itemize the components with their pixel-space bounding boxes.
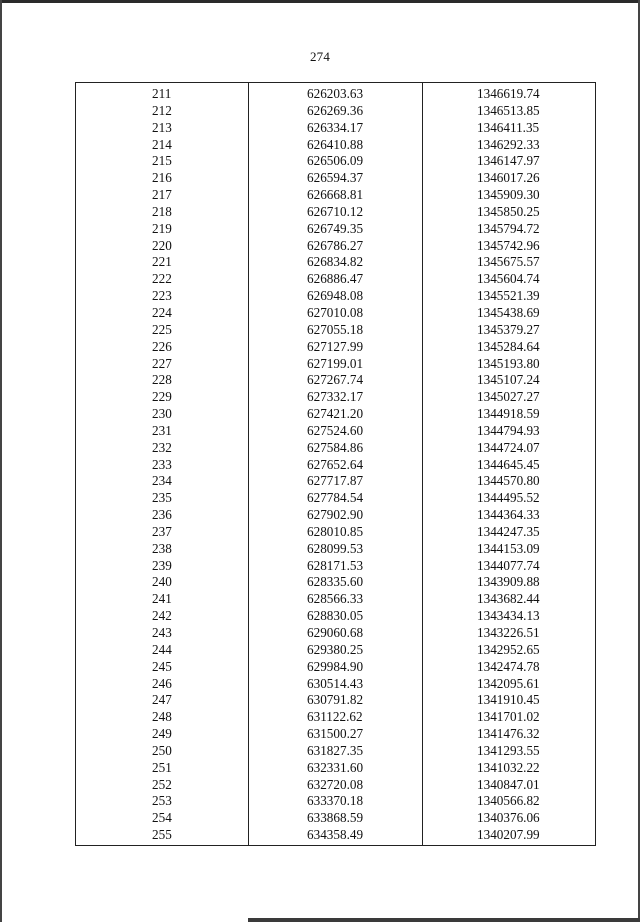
y-coordinate-cell: 1342474.78 bbox=[477, 658, 540, 674]
x-coordinate-cell: 627127.99 bbox=[307, 338, 364, 354]
point-number-cell: 234 bbox=[152, 473, 172, 489]
y-coordinate-cell: 1345379.27 bbox=[477, 321, 540, 337]
y-coordinate-cell: 1341701.02 bbox=[477, 709, 540, 725]
y-coordinate-cell: 1345438.69 bbox=[477, 304, 540, 320]
y-coordinate-cell: 1346017.26 bbox=[477, 170, 540, 186]
x-coordinate-cell: 632720.08 bbox=[307, 776, 364, 792]
x-coordinate-cell: 627524.60 bbox=[307, 422, 364, 438]
point-number-cell: 228 bbox=[152, 372, 172, 388]
x-coordinate-cell: 627010.08 bbox=[307, 304, 364, 320]
point-number-cell: 221 bbox=[152, 254, 172, 270]
x-coordinate-cell: 628010.85 bbox=[307, 523, 364, 539]
point-number-cell: 240 bbox=[152, 574, 172, 590]
x-coordinate-cell: 628171.53 bbox=[307, 557, 364, 573]
point-number-cell: 215 bbox=[152, 153, 172, 169]
x-coordinate-cell: 627332.17 bbox=[307, 389, 364, 405]
y-coordinate-cell: 1345909.30 bbox=[477, 187, 540, 203]
point-number-cell: 214 bbox=[152, 136, 172, 152]
y-coordinate-cell: 1344918.59 bbox=[477, 406, 540, 422]
point-number-column bbox=[76, 83, 249, 845]
x-coordinate-cell: 627584.86 bbox=[307, 439, 364, 455]
y-coordinate-cell: 1344645.45 bbox=[477, 456, 540, 472]
point-number-cell: 216 bbox=[152, 170, 172, 186]
x-coordinate-cell: 634358.49 bbox=[307, 827, 364, 843]
point-number-cell: 233 bbox=[152, 456, 172, 472]
point-number-cell: 227 bbox=[152, 355, 172, 371]
y-coordinate-cell: 1340207.99 bbox=[477, 827, 540, 843]
coordinate-table bbox=[75, 82, 596, 846]
y-coordinate-cell: 1344570.80 bbox=[477, 473, 540, 489]
y-coordinate-cell: 1345604.74 bbox=[477, 271, 540, 287]
x-coordinate-cell: 632331.60 bbox=[307, 759, 364, 775]
point-number-cell: 226 bbox=[152, 338, 172, 354]
x-coordinate-cell: 626269.36 bbox=[307, 102, 364, 118]
y-coordinate-cell: 1344247.35 bbox=[477, 523, 540, 539]
y-coordinate-cell: 1343682.44 bbox=[477, 591, 540, 607]
x-coordinate-cell: 626334.17 bbox=[307, 119, 364, 135]
point-number-cell: 232 bbox=[152, 439, 172, 455]
y-coordinate-cell: 1342095.61 bbox=[477, 675, 540, 691]
y-coordinate-cell: 1340566.82 bbox=[477, 793, 540, 809]
y-coordinate-cell: 1344495.52 bbox=[477, 490, 540, 506]
x-coordinate-cell: 626506.09 bbox=[307, 153, 364, 169]
x-coordinate-cell: 627199.01 bbox=[307, 355, 364, 371]
point-number-cell: 229 bbox=[152, 389, 172, 405]
scan-border-left bbox=[0, 0, 2, 922]
point-number-cell: 252 bbox=[152, 776, 172, 792]
point-number-cell: 239 bbox=[152, 557, 172, 573]
point-number-cell: 212 bbox=[152, 102, 172, 118]
x-coordinate-cell: 628099.53 bbox=[307, 540, 364, 556]
x-coordinate-cell: 631827.35 bbox=[307, 742, 364, 758]
x-coordinate-cell: 626886.47 bbox=[307, 271, 364, 287]
point-number-cell: 213 bbox=[152, 119, 172, 135]
x-coordinate-cell: 626948.08 bbox=[307, 288, 364, 304]
x-coordinate-cell: 626749.35 bbox=[307, 220, 364, 236]
y-coordinate-cell: 1345850.25 bbox=[477, 203, 540, 219]
y-coordinate-cell: 1344153.09 bbox=[477, 540, 540, 556]
point-number-cell: 244 bbox=[152, 641, 172, 657]
x-coordinate-cell: 627267.74 bbox=[307, 372, 364, 388]
y-coordinate-cell: 1344794.93 bbox=[477, 422, 540, 438]
point-number-cell: 217 bbox=[152, 187, 172, 203]
x-coordinate-cell: 631122.62 bbox=[307, 709, 363, 725]
x-coordinate-cell: 630791.82 bbox=[307, 692, 364, 708]
scan-border-bottom-mark bbox=[248, 918, 640, 922]
x-coordinate-cell: 626594.37 bbox=[307, 170, 364, 186]
point-number-cell: 237 bbox=[152, 523, 172, 539]
y-coordinate-cell: 1345742.96 bbox=[477, 237, 540, 253]
point-number-cell: 251 bbox=[152, 759, 172, 775]
y-coordinate-cell: 1345284.64 bbox=[477, 338, 540, 354]
x-coordinate-column bbox=[249, 83, 423, 845]
x-coordinate-cell: 626834.82 bbox=[307, 254, 364, 270]
y-coordinate-cell: 1346411.35 bbox=[477, 119, 540, 135]
point-number-cell: 238 bbox=[152, 540, 172, 556]
point-number-cell: 254 bbox=[152, 810, 172, 826]
y-coordinate-cell: 1346292.33 bbox=[477, 136, 540, 152]
x-coordinate-cell: 626410.88 bbox=[307, 136, 364, 152]
y-coordinate-cell: 1345794.72 bbox=[477, 220, 540, 236]
y-coordinate-cell: 1341293.55 bbox=[477, 742, 540, 758]
point-number-cell: 245 bbox=[152, 658, 172, 674]
scan-border-top bbox=[0, 0, 640, 3]
y-coordinate-cell: 1340376.06 bbox=[477, 810, 540, 826]
y-coordinate-cell: 1344364.33 bbox=[477, 507, 540, 523]
page-number: 274 bbox=[309, 49, 331, 64]
y-coordinate-cell: 1345675.57 bbox=[477, 254, 540, 270]
y-coordinate-column bbox=[423, 83, 595, 845]
point-number-cell: 248 bbox=[152, 709, 172, 725]
point-number-cell: 241 bbox=[152, 591, 172, 607]
x-coordinate-cell: 627421.20 bbox=[307, 406, 364, 422]
point-number-cell: 247 bbox=[152, 692, 172, 708]
point-number-cell: 242 bbox=[152, 608, 172, 624]
y-coordinate-cell: 1344724.07 bbox=[477, 439, 540, 455]
x-coordinate-cell: 628335.60 bbox=[307, 574, 364, 590]
x-coordinate-cell: 628830.05 bbox=[307, 608, 364, 624]
point-number-cell: 219 bbox=[152, 220, 172, 236]
point-number-cell: 225 bbox=[152, 321, 172, 337]
point-number-cell: 211 bbox=[152, 86, 172, 101]
x-coordinate-cell: 628566.33 bbox=[307, 591, 364, 607]
x-coordinate-cell: 633370.18 bbox=[307, 793, 364, 809]
y-coordinate-cell: 1342952.65 bbox=[477, 641, 540, 657]
y-coordinate-cell: 1341910.45 bbox=[477, 692, 540, 708]
x-coordinate-cell: 627717.87 bbox=[307, 473, 364, 489]
y-coordinate-cell: 1343909.88 bbox=[477, 574, 540, 590]
x-coordinate-cell: 629984.90 bbox=[307, 658, 364, 674]
point-number-cell: 255 bbox=[152, 827, 172, 843]
y-coordinate-cell: 1345193.80 bbox=[477, 355, 540, 371]
x-coordinate-cell: 629380.25 bbox=[307, 641, 364, 657]
point-number-cell: 230 bbox=[152, 406, 172, 422]
point-number-cell: 220 bbox=[152, 237, 172, 253]
x-coordinate-cell: 627902.90 bbox=[307, 507, 364, 523]
y-coordinate-cell: 1346147.97 bbox=[477, 153, 540, 169]
point-number-cell: 218 bbox=[152, 203, 172, 219]
y-coordinate-cell: 1343434.13 bbox=[477, 608, 540, 624]
y-coordinate-cell: 1346619.74 bbox=[477, 86, 540, 101]
point-number-cell: 253 bbox=[152, 793, 172, 809]
x-coordinate-cell: 627055.18 bbox=[307, 321, 364, 337]
x-coordinate-cell: 627784.54 bbox=[307, 490, 364, 506]
y-coordinate-cell: 1346513.85 bbox=[477, 102, 540, 118]
y-coordinate-cell: 1345107.24 bbox=[477, 372, 540, 388]
point-number-cell: 249 bbox=[152, 726, 172, 742]
point-number-cell: 231 bbox=[152, 422, 172, 438]
y-coordinate-cell: 1340847.01 bbox=[477, 776, 540, 792]
point-number-cell: 223 bbox=[152, 288, 172, 304]
point-number-cell: 224 bbox=[152, 304, 172, 320]
x-coordinate-cell: 629060.68 bbox=[307, 625, 364, 640]
y-coordinate-cell: 1344077.74 bbox=[477, 557, 540, 573]
x-coordinate-cell: 626668.81 bbox=[307, 187, 364, 203]
x-coordinate-cell: 626710.12 bbox=[307, 203, 364, 219]
point-number-cell: 222 bbox=[152, 271, 172, 287]
y-coordinate-cell: 1341476.32 bbox=[477, 726, 540, 742]
y-coordinate-cell: 1345027.27 bbox=[477, 389, 540, 405]
x-coordinate-cell: 626203.63 bbox=[307, 86, 364, 101]
x-coordinate-cell: 630514.43 bbox=[307, 675, 364, 691]
x-coordinate-cell: 631500.27 bbox=[307, 726, 364, 742]
point-number-cell: 250 bbox=[152, 742, 172, 758]
y-coordinate-cell: 1345521.39 bbox=[477, 288, 540, 304]
y-coordinate-cell: 1343226.51 bbox=[477, 625, 540, 640]
point-number-cell: 243 bbox=[152, 625, 172, 640]
point-number-cell: 236 bbox=[152, 507, 172, 523]
point-number-cell: 235 bbox=[152, 490, 172, 506]
x-coordinate-cell: 626786.27 bbox=[307, 237, 364, 253]
x-coordinate-cell: 633868.59 bbox=[307, 810, 364, 826]
x-coordinate-cell: 627652.64 bbox=[307, 456, 364, 472]
y-coordinate-cell: 1341032.22 bbox=[477, 759, 540, 775]
point-number-cell: 246 bbox=[152, 675, 172, 691]
